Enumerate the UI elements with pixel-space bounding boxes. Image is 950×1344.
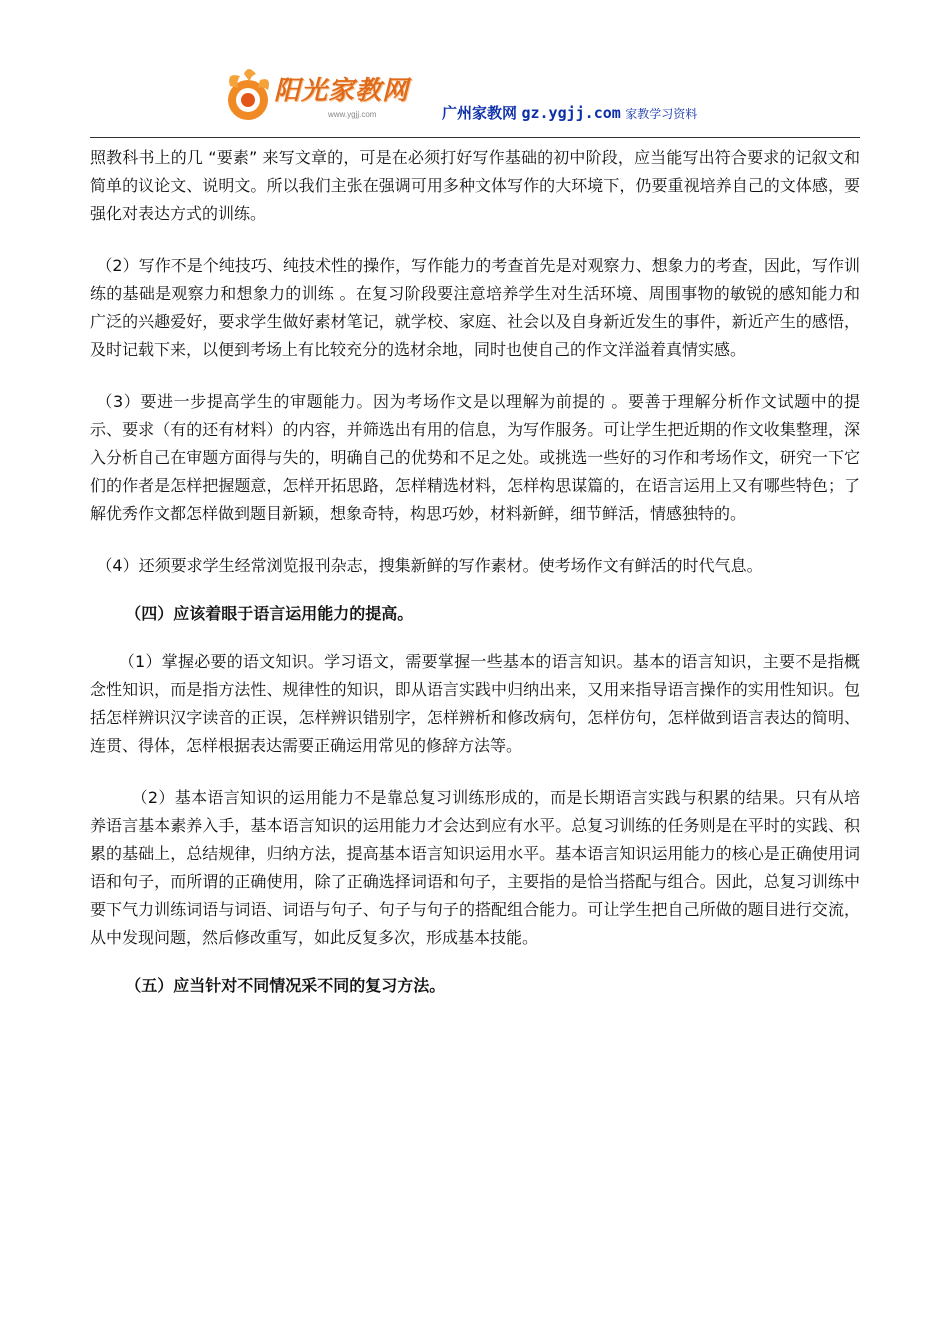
page-header xyxy=(90,58,860,138)
site-name: 广州家教网 xyxy=(442,105,518,122)
article-body xyxy=(90,144,860,1000)
section-heading-review-methods: （五）应当针对不同情况采不同的复习方法。 xyxy=(125,976,446,995)
paragraph-reading-materials: （4）还须要求学生经常浏览报刊杂志，搜集新鲜的写作素材。使考场作文有鲜活的时代气息。 xyxy=(96,556,763,575)
site-tag: 家教学习资料 xyxy=(625,107,698,121)
sun-swirl-icon xyxy=(218,66,278,126)
site-url: gz.ygjj.com xyxy=(521,104,621,122)
logo-wordmark: 阳光家教网 xyxy=(274,76,410,106)
paragraph-language-knowledge: （1）掌握必要的语文知识。学习语文，需要掌握一些基本的语言知识。基本的语言知识，主要不是指概念性知识，而是指方法性、规律性的知识，即从语言实践中归纳出来，又用来指导语言操作的实用性知识。包括怎样辨识汉字读音的正误，怎样辨识错别字，怎样辨析和修改病句，怎样仿句，怎样做到语言表达的简明、连贯、得体，怎样根据表达需要正确运用常见的修辞方法等。 xyxy=(90,652,860,755)
paragraph-topic-comprehension: （3）要进一步提高学生的审题能力。因为考场作文是以理解为前提的 。要善于理解分析作文试题中的提示、要求（有的还有材料）的内容，并筛选出有用的信息，为写作服务。可让学生把近期的作文收集整理，深入分析自己在审题方面得与失的，明确自己的优势和不足之处。或挑选一些好的习作和考场作文，研究一下它们的作者是怎样把握题意，怎样开拓思路，怎样精选材料，怎样构思谋篇的，在语言运用上又有哪些特色；了解优秀作文都怎样做到题目新颖，想象奇特，构思巧妙，材料新鲜，细节鲜活，情感独特的。 xyxy=(90,392,860,523)
paragraph-language-practice: （2）基本语言知识的运用能力不是靠总复习训练形成的，而是长期语言实践与积累的结果。只有从培养语言基本素养入手，基本语言知识的运用能力才会达到应有水平。总复习训练的任务则是在平时的实践、积累的基础上，总结规律，归纳方法，提高基本语言知识运用水平。基本语言知识运用能力的核心是正确使用词语和句子，而所谓的正确使用，除了正确选择词语和句子，主要指的是恰当搭配与组合。因此，总复习训练中要下气力训练词语与词语、词语与句子、句子与句子的搭配组合能力。可让学生把自己所做的题目进行交流，从中发现问题，然后修改重写，如此反复多次，形成基本技能。 xyxy=(90,788,860,947)
logo-url: www.ygjj.com xyxy=(328,110,377,119)
paragraph-continuation: 照教科书上的几 “要素” 来写文章的，可是在必须打好写作基础的初中阶段，应当能写出符合要求的记叙文和简单的议论文、说明文。所以我们主张在强调可用多种文体写作的大环境下，仍要重视培养自己的文体感，要强化对表达方式的训练。 xyxy=(90,148,860,223)
site-link-line[interactable] xyxy=(442,102,697,123)
paragraph-writing-observation: （2）写作不是个纯技巧、纯技术性的操作，写作能力的考查首先是对观察力、想象力的考查，因此，写作训练的基础是观察力和想象力的训练 。在复习阶段要注意培养学生对生活环境、周围事物的敏锐的感知能力和广泛的兴趣爱好，要求学生做好素材笔记，就学校、家庭、社会以及自身新近发生的事件，新近产生的感悟，及时记载下来，以便到考场上有比较充分的选材余地，同时也使自己的作文洋溢着真情实感。 xyxy=(90,256,860,359)
header-divider xyxy=(90,137,860,138)
section-heading-language-use: （四）应该着眼于语言运用能力的提高。 xyxy=(125,604,414,623)
